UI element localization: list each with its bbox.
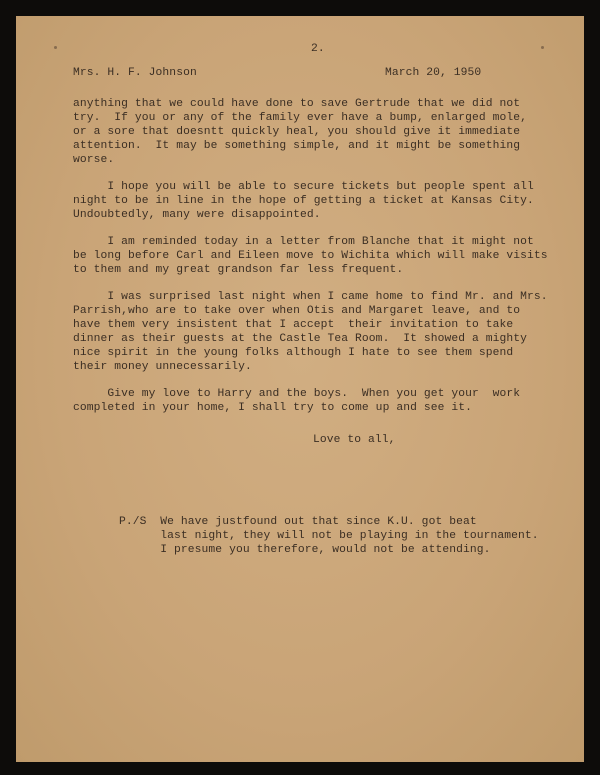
body-line: dinner as their guests at the Castle Tea Room. It showed a mighty [73,333,528,345]
body-line: night to be in line in the hope of getting a ticket at Kansas City. [73,195,534,207]
addressee: Mrs. H. F. Johnson [73,67,197,79]
body-line: I was surprised last night when I came home to find Mr. and Mrs. [73,291,548,303]
letter-page [16,16,584,762]
body-line: to them and my great grandson far less frequent. [73,264,404,276]
body-line: attention. It may be something simple, and it might be something [73,140,521,152]
body-line: try. If you or any of the family ever have a bump, enlarged mole, [73,112,528,124]
body-line: Give my love to Harry and the boys. When you get your work [73,388,521,400]
body-line: nice spirit in the young folks although I hate to see them spend [73,347,514,359]
postscript-line: P./S We have justfound out that since K.U. got beat [119,516,477,528]
body-line: completed in your home, I shall try to come up and see it. [73,402,472,414]
body-line: Parrish,who are to take over when Otis and Margaret leave, and to [73,305,521,317]
postscript-line: last night, they will not be playing in the tournament. [119,530,539,542]
closing: Love to all, [313,434,396,446]
body-line: be long before Carl and Eileen move to Wichita which will make visits [73,250,548,262]
punch-mark [541,46,544,49]
letter-date: March 20, 1950 [385,67,482,79]
body-line: Undoubtedly, many were disappointed. [73,209,321,221]
postscript-line: I presume you therefore, would not be attending. [119,544,491,556]
page-number: 2. [311,43,325,55]
body-line: their money unnecessarily. [73,361,252,373]
body-line: anything that we could have done to save Gertrude that we did not [73,98,521,110]
body-line: I hope you will be able to secure tickets but people spent all [73,181,534,193]
body-line: worse. [73,154,115,166]
body-line: or a sore that doesntt quickly heal, you should give it immediate [73,126,521,138]
body-line: I am reminded today in a letter from Blanche that it might not [73,236,534,248]
body-line: have them very insistent that I accept their invitation to take [73,319,514,331]
punch-mark [54,46,57,49]
